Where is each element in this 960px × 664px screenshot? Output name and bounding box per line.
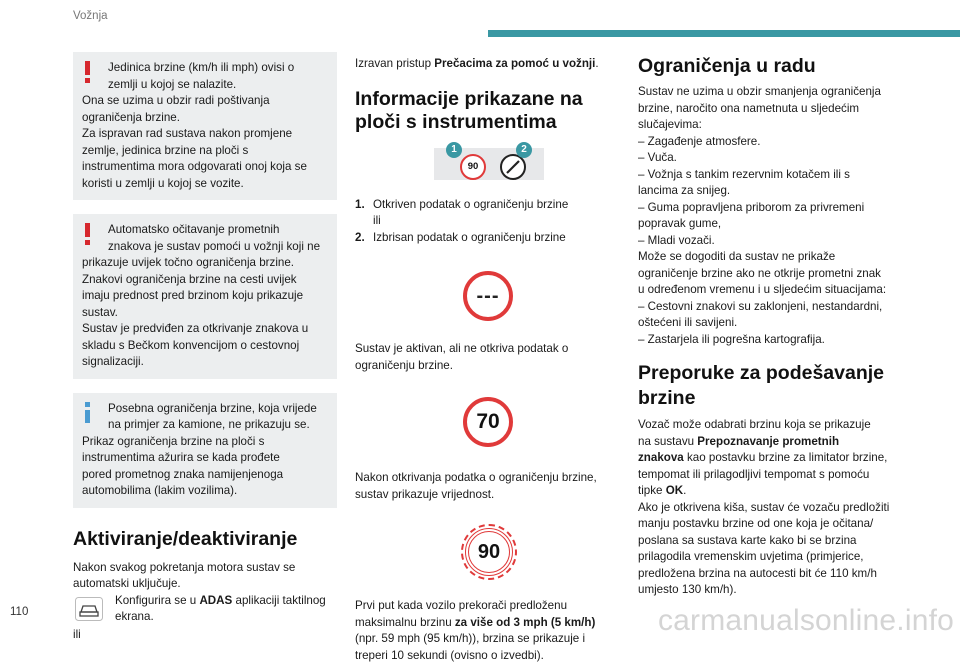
callout-2: 2	[516, 142, 532, 158]
adas-config-line	[115, 593, 326, 610]
paragraph-line	[355, 615, 613, 632]
callout-1: 1	[446, 142, 462, 158]
box-line: pored prometnog znaka namijenjenoga	[82, 467, 329, 484]
paragraph-line: manju postavku brzine od one koja je očitana/	[638, 516, 908, 533]
heading-recommendations	[638, 361, 908, 411]
header-accent-bar	[488, 30, 960, 37]
paragraph-line: popravak gume,	[638, 216, 908, 233]
heading-line: Preporuke za podešavanje	[638, 362, 884, 384]
box-line: skladu s Bečkom konvencijom o cestovnoj	[82, 338, 329, 355]
paragraph-line: – Zastarjela ili pogrešna kartografija.	[638, 332, 908, 349]
paragraph-line: ograničenje brzine ako ne otkrije prometni znak	[638, 266, 908, 283]
paragraph-line: – Cestovni znakovi su zaklonjeni, nestandardni,	[638, 299, 908, 316]
paragraph-line: Nakon otkrivanja podatka o ograničenju brzine,	[355, 470, 613, 487]
page-number: 110	[10, 606, 28, 618]
list-item	[355, 197, 613, 230]
warning-icon	[85, 223, 90, 237]
adas-config-row	[73, 593, 337, 627]
paragraph-line: umjesto 130 km/h).	[638, 582, 908, 599]
paragraph-line: treperi 10 sekundi (ovisno o izvedbi).	[355, 648, 613, 664]
paragraph-line: Ako je otkrivena kiša, sustav će vozaču predložiti	[638, 500, 908, 517]
text-span: maksimalnu brzinu	[355, 616, 455, 629]
warning-box-speed-unit	[73, 52, 337, 200]
box-line: imaju prednost pred brzinom koju prikazuje	[82, 288, 329, 305]
box-line: Ona se uzima u obzir radi poštivanja	[82, 93, 329, 110]
warning-box-recognition	[73, 214, 337, 379]
ok-button-label: OK	[666, 484, 683, 497]
sign-value: 90	[468, 161, 479, 172]
info-box-special-limits	[73, 393, 337, 508]
paragraph-line: prilagodila vremenskim uvjetima (primjerice,	[638, 549, 908, 566]
heading-line: ploči s instrumentima	[355, 111, 557, 133]
paragraph-line: – Mladi vozači.	[638, 233, 908, 250]
paragraph-line: predložena brzina na autocesti bit će 110 km/h	[638, 566, 908, 583]
heading-line: Informacije prikazane na	[355, 88, 583, 110]
text-bold: za više od 3 mph (5 km/h)	[455, 616, 595, 629]
watermark: carmanualsonline.info	[658, 604, 954, 638]
box-line: zemlji u kojoj se nalazite.	[82, 77, 329, 94]
text-bold: Prepoznavanje prometnih	[697, 435, 839, 448]
warning-icon	[85, 61, 90, 75]
car-icon	[75, 597, 103, 621]
box-line: znakova je sustav pomoći u vožnji koji ne	[82, 239, 329, 256]
paragraph-line: Može se dogoditi da sustav ne prikaže	[638, 249, 908, 266]
list-item	[355, 230, 613, 247]
list-text: Otkriven podatak o ograničenju brzine	[373, 197, 613, 214]
column-middle	[355, 52, 613, 664]
paragraph-line	[638, 450, 908, 467]
heading-limitations: Ograničenja u radu	[638, 55, 908, 78]
paragraph-line: – Vožnja s tankim rezervnim kotačem ili s	[638, 167, 908, 184]
box-line: Prikaz ograničenja brzine na ploči s	[82, 434, 329, 451]
adas-config-line2: ekrana.	[115, 609, 154, 626]
paragraph-line	[638, 483, 908, 500]
paragraph-line: Sustav je aktivan, ali ne otkriva podatak o	[355, 341, 613, 358]
box-line: instrumentima ažurira se kada prođete	[82, 450, 329, 467]
box-line: koristi u zemlji u kojoj se vozite.	[82, 176, 329, 193]
list-subtext: ili	[373, 213, 613, 230]
text-span: na sustavu	[638, 435, 697, 448]
paragraph-line: Sustav ne uzima u obzir smanjenja ograničenja	[638, 84, 908, 101]
paragraph-line: – Zagađenje atmosfere.	[638, 134, 908, 151]
instrument-panel-illustration	[434, 148, 544, 180]
box-line: Znakovi ograničenja brzine na cesti uvijek	[82, 272, 329, 289]
box-line: Sustav je predviđen za otkrivanje znakova u	[82, 321, 329, 338]
speed-limit-sign-70	[463, 397, 513, 447]
paragraph-line: lancima za snijeg.	[638, 183, 908, 200]
box-line: zemlje, jedinica brzine na ploči s	[82, 143, 329, 160]
paragraph-line: ograničenju brzine.	[355, 358, 613, 375]
paragraph-line: Prvi put kada vozilo prekorači predloženu	[355, 598, 613, 615]
text-span: kao postavku brzine za limitator brzine,	[684, 451, 888, 464]
adas-config-pre: Konfigurira se u	[115, 594, 199, 607]
paragraph-line: u određenom vremenu i u sljedećim situacijama:	[638, 282, 908, 299]
or-text: ili	[73, 627, 337, 644]
sign-value: 70	[476, 410, 499, 434]
direct-access-post: .	[595, 57, 598, 70]
sign-value: 90	[478, 541, 500, 564]
box-line: Posebna ograničenja brzine, koja vrijede	[82, 401, 329, 418]
box-line: na primjer za kamione, ne prikazuju se.	[82, 417, 329, 434]
speed-limit-sign-dashes	[463, 271, 513, 321]
paragraph-line: Nakon svakog pokretanja motora sustav se	[73, 560, 337, 577]
paragraph-line: (npr. 59 mph (95 km/h)), brzina se prikazuje i	[355, 631, 613, 648]
text-span: tipke	[638, 484, 666, 497]
paragraph-line: sustav prikazuje vrijednost.	[355, 487, 613, 504]
box-line: Automatsko očitavanje prometnih	[82, 222, 329, 239]
strike-icon	[502, 156, 524, 178]
speed-limit-sign-90-flashing	[465, 528, 513, 576]
direct-access-pre: Izravan pristup	[355, 57, 434, 70]
list-number: 2.	[355, 230, 365, 247]
column-left	[73, 52, 337, 643]
list-number: 1.	[355, 197, 365, 214]
box-line: Jedinica brzine (km/h ili mph) ovisi o	[82, 60, 329, 77]
paragraph-line: automatski uključuje.	[73, 576, 337, 593]
sign-value: ---	[477, 285, 500, 308]
box-line: sustav.	[82, 305, 329, 322]
paragraph-line: Vozač može odabrati brzinu koja se prikazuje	[638, 417, 908, 434]
speed-limit-sign-small	[460, 154, 486, 180]
box-line: Za ispravan rad sustava nakon promjene	[82, 126, 329, 143]
box-line: ograničenja brzine.	[82, 110, 329, 127]
list-text: Izbrisan podatak o ograničenju brzine	[373, 230, 613, 247]
direct-access-line	[355, 56, 613, 73]
column-right	[638, 52, 908, 599]
heading-activation: Aktiviranje/deaktiviranje	[73, 528, 337, 551]
box-line: automobilima (lakim vozilima).	[82, 483, 329, 500]
info-icon	[85, 402, 90, 423]
direct-access-bold: Prečacima za pomoć u vožnji	[434, 57, 595, 70]
paragraph-line: poslana sa sustava karte kako bi se brzina	[638, 533, 908, 550]
paragraph-line: slučajevima:	[638, 117, 908, 134]
text-bold: znakova	[638, 451, 684, 464]
adas-config-post: aplikaciji taktilnog	[232, 594, 325, 607]
paragraph-line: – Guma popravljena priborom za privremeni	[638, 200, 908, 217]
box-line: signalizaciji.	[82, 354, 329, 371]
limitations-text	[638, 84, 908, 348]
adas-app-name: ADAS	[199, 594, 232, 607]
paragraph-line: brzine, naročito ona nametnuta u sljedećim	[638, 101, 908, 118]
paragraph-line: oštećeni ili savijeni.	[638, 315, 908, 332]
text-span: .	[683, 484, 686, 497]
legend-list	[355, 197, 613, 247]
paragraph-line: tempomat ili prilagodljivi tempomat s pomoću	[638, 467, 908, 484]
box-line: instrumentima mora odgovarati onoj koja se	[82, 159, 329, 176]
paragraph-line: – Vuča.	[638, 150, 908, 167]
box-line: prikazuje uvijek točno ograničenja brzine.	[82, 255, 329, 272]
paragraph-line	[638, 434, 908, 451]
section-title: Vožnja	[73, 10, 108, 22]
heading-instrument-info	[355, 88, 613, 134]
heading-line: brzine	[638, 387, 695, 409]
